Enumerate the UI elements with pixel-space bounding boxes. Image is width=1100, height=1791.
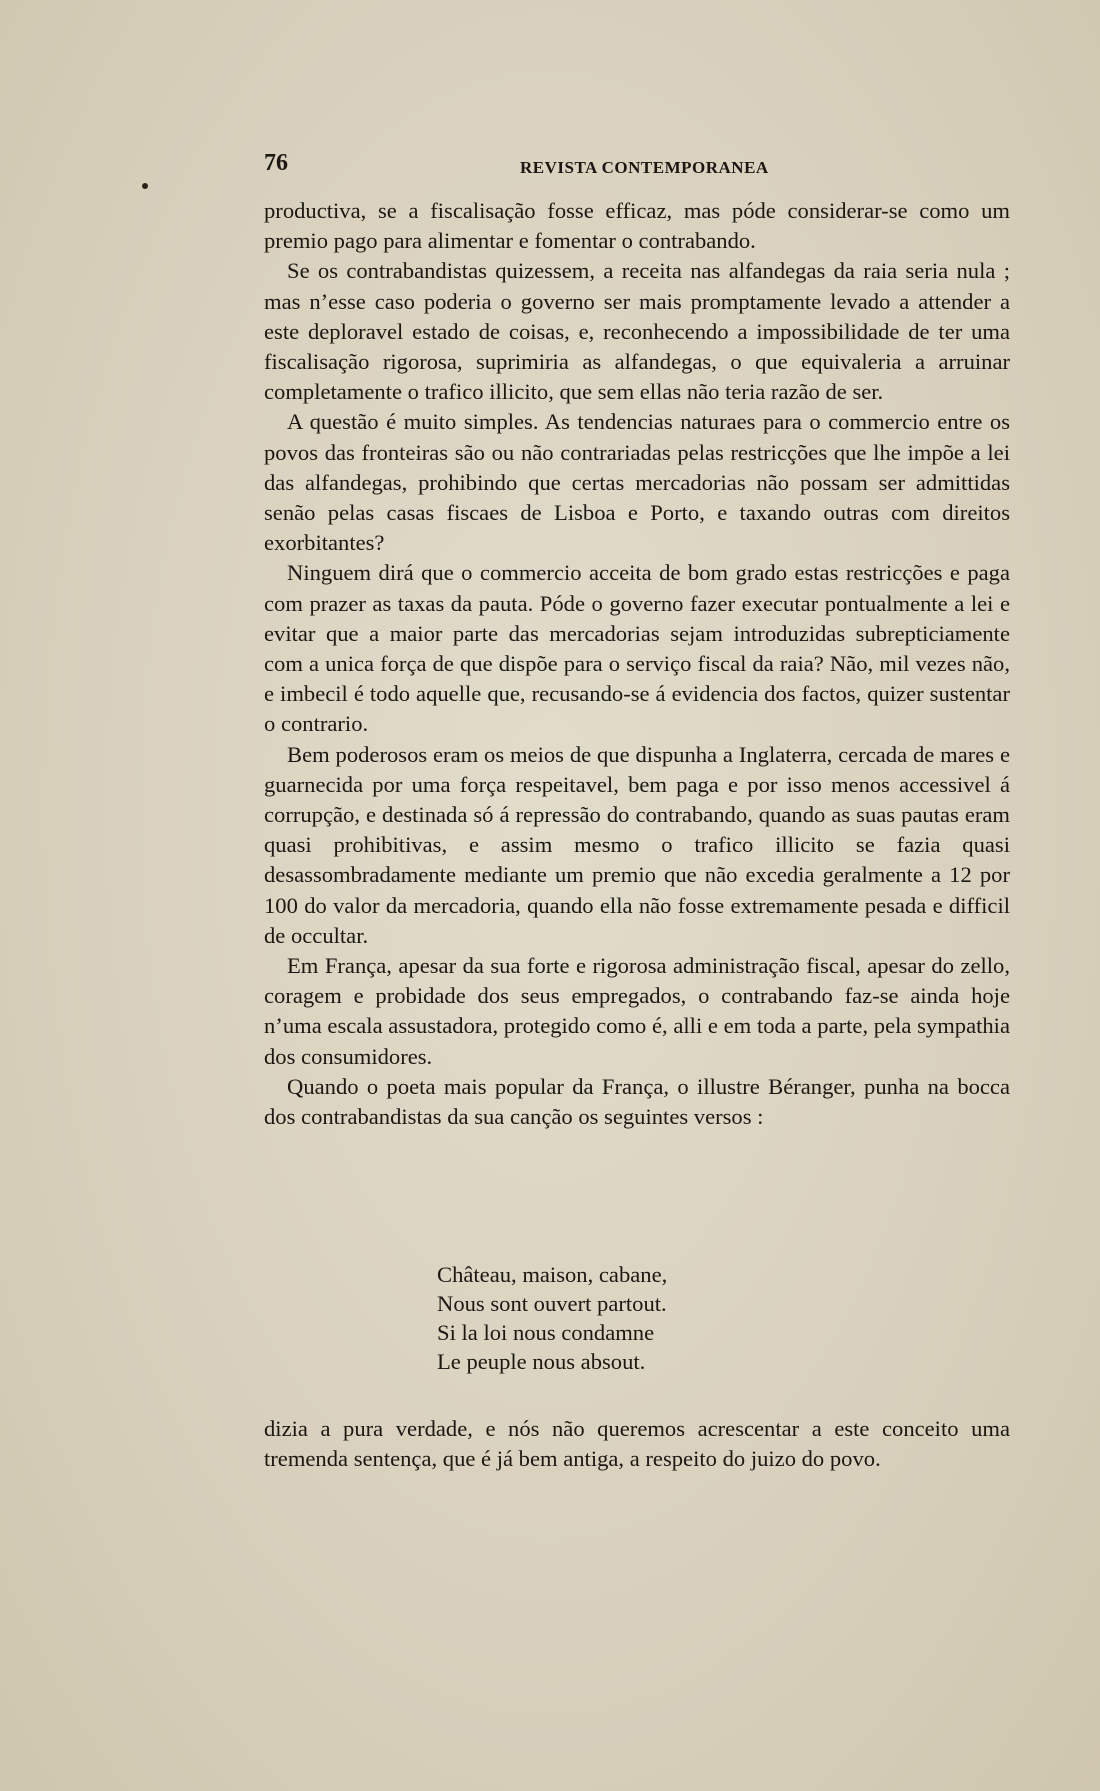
paragraph: Se os contrabandistas quizessem, a receita nas alfandegas da raia seria nula ; mas n’esse caso poderia o governo ser mais promptamente levado a attender a este deploravel estado de coisas, e, reconhecendo a impossibilidade de ter uma fiscalisação rigorosa, suprimiria as alfandegas, o que equivaleria a arruinar completamente o trafico illicito, que sem ellas não teria razão de ser.	[264, 258, 1010, 405]
paragraph: Quando o poeta mais popular da França, o illustre Béranger, punha na bocca dos contrabandistas da sua canção os seguintes versos :	[264, 1073, 1010, 1130]
paragraph: productiva, se a fiscalisação fosse efficaz, mas póde considerar-se como um premio pago para alimentar e fomentar o contrabando.	[264, 198, 1010, 254]
paragraph: dizia a pura verdade, e nós não queremos acrescentar a este conceito uma tremenda sentença, que é já bem antiga, a respeito do juizo do povo.	[264, 1416, 1010, 1472]
paragraph: A questão é muito simples. As tendencias naturaes para o commercio entre os povos das fronteiras são ou não contrariadas pelas restricções que lhe impõe a lei das alfandegas, prohibindo que certas mercadorias não possam ser admittidas senão pelas casas fiscaes de Lisboa e Porto, e taxando outras com direitos exorbitantes?	[264, 409, 1010, 556]
verse-line: Château, maison, cabane,	[437, 1262, 668, 1287]
verse-line: Le peuple nous absout.	[437, 1349, 646, 1374]
page-header	[264, 150, 1010, 180]
running-head: REVISTA CONTEMPORANEA	[520, 158, 769, 177]
closing-paragraph	[264, 1414, 1010, 1474]
paragraph: Ninguem dirá que o commercio acceita de bom grado estas restricções e paga com prazer as taxas da pauta. Póde o governo fazer executar pontualmente a lei e evitar que a maior parte das mercadorias sejam introduzidas subrepticiamente com a unica força de que dispõe para o serviço fiscal da raia? Não, mil vezes não, e imbecil é todo aquelle que, recusando-se á evidencia dos factos, quizer sustentar o contrario.	[264, 560, 1010, 737]
paragraph: Em França, apesar da sua forte e rigorosa administração fiscal, apesar do zello, coragem e probidade dos seus empregados, o contrabando faz-se ainda hoje n’uma escala assustadora, protegido como é, alli e em toda a parte, pela sympathia dos consumidores.	[264, 953, 1010, 1069]
ink-speck	[142, 183, 148, 189]
verse-block	[437, 1260, 837, 1376]
page-number: 76	[264, 150, 288, 176]
verse-line: Nous sont ouvert partout.	[437, 1291, 667, 1316]
verse-line: Si la loi nous condamne	[437, 1320, 655, 1345]
article-body	[264, 196, 1010, 1132]
paragraph: Bem poderosos eram os meios de que dispunha a Inglaterra, cercada de mares e guarnecida por uma força respeitavel, bem paga e por isso menos accessivel á corrupção, e destinada só á repressão do contrabando, quando as suas pautas eram quasi prohibitivas, e assim mesmo o trafico illicito se fazia quasi desassombradamente mediante um premio que não excedia geralmente a 12 por 100 do valor da mercadoria, quando ella não fosse extremamente pesada e difficil de occultar.	[264, 741, 1010, 948]
